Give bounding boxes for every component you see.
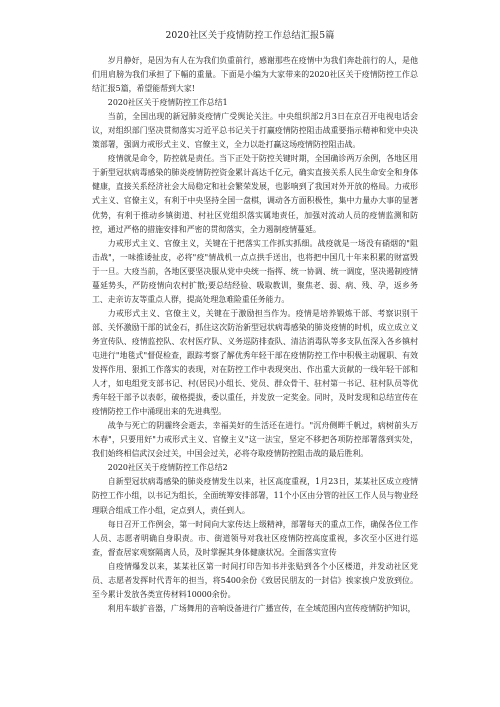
body-paragraph: 利用车载扩音器，广场舞用的音响设备进行广播宣传，在全域范围内宣传疫情防护知识， xyxy=(107,603,416,613)
body-paragraph: 每日召开工作例会，第一时间向大家传达上级精神，部署每天的重点工作，确保各位工作人员、志愿者明确自身职责。市、街道领导对我社区疫情防控高度重视，多次至小区进行巡查，督查居家观察隔离人员，及时掌握其身体健康状况。全面落实宣传 xyxy=(92,519,418,557)
body-paragraph: 力戒形式主义、官僚主义，关键在于把落实工作抓实抓细。战疫就是一场没有硝烟的"阻击战"，一味推诿扯皮，必将"疫"情战机一点点拱手送出，也将把中国几十年来积累的财富毁于一旦。大疫当前，各地区要坚决服从党中央统一指挥、统一协调、统一调度，坚决遏制疫情蔓延势头，严防疫情向农村扩散;要总结经验、吸取教训，聚焦老、弱、病、残、孕，返乡务工、走亲访友等重点人群，提高处理急难险重任务能力。 xyxy=(92,238,418,304)
document-title: 2020社区关于疫情防控工作总结汇报5篇 xyxy=(165,30,335,41)
body-paragraph: 当前，全国出现的新冠肺炎疫情广受舆论关注。中央组织部2月3日在京召开电视电话会议，对组织部门坚决贯彻落实习近平总书记关于打赢疫情防控阻击战重要指示精神和党中央决策部署，强调力戒形式主义、官僚主义，全力以赴打赢这场疫情防控阻击战。 xyxy=(92,112,418,150)
document-body xyxy=(92,54,418,616)
body-paragraph: 力戒形式主义、官僚主义，关键在于激励担当作为。疫情是培养锻炼干部、考察识别干部、关怀激励干部的试金石，抓住这次防治新型冠状病毒感染的肺炎疫情的时机，成立成立义务宣传队、疫情监控队、农村医疗队、义务巡防排查队、清洁消毒队等多支队伍深入各乡镇村屯进行"地毯式"督促检查，跟踪考察了解优秀年轻干部在疫情防控工作中积极主动履职、有效发挥作用、狠抓工作落实的表现，对在防控工作中表现突出、作出重大贡献的一线年轻干部和人才，如电组党支部书记、村(居民)小组长、党员、群众骨干、驻村第一书记、驻村队员等优秀年轻干部予以表彰，破格提拔，委以重任，并发放一定奖金。同时，及时发现和总结宣传在疫情防控工作中涌现出来的先进典型。 xyxy=(92,308,418,417)
body-paragraph: 疫情就是命令，防控就是责任。当下正处于防控关键时期，全国确诊两万余例，各地区用于新型冠状病毒感染的肺炎疫情防控资金累计高达千亿元，确实直接关系人民生命安全和身体健康，直接关系经济社会大局稳定和社会繁荣发展，也影响到了我国对外开放的格局。力戒形式主义、官僚主义，有利于中央坚持全国一盘棋，调动各方面积极性，集中力量办大事的显著优势，有利于推动乡镇街道、村社区党组织落实属地责任，加强对流动人员的疫情监测和防控，通过严格的措施安排和严密的贯彻落实，全力遏制疫情蔓延。 xyxy=(92,154,418,234)
intro-paragraph: 岁月静好，是因为有人在为我们负重前行，感谢那些在疫情中为我们奔赴前行的人，是他们用肩膀为我们承担了下幅的重量。下面是小编为大家带来的2020社区关于疫情防控工作总结汇报5篇，希望能帮到大家! xyxy=(92,56,418,94)
section-heading-1: 2020社区关于疫情防控工作总结1 xyxy=(107,98,228,108)
body-paragraph: 自新型冠状病毒感染的肺炎疫情发生以来，社区高度重视，1月23日，某某社区成立疫情防控工作小组，以书记为组长，全面统筹安排部署，11个小区由分管的社区工作人员与物业经理联合组成工作小组，定点到人，责任到人。 xyxy=(92,477,418,515)
body-paragraph: 自疫情爆发以来，某某社区第一时间打印告知书并张贴到各个小区楼道，并发动社区党员、志愿者发挥时代青年的担当，将5400余份《致居民朋友的一封信》挨家挨户发放到位。至今累计发放各类宣传材料10000余份。 xyxy=(92,561,418,599)
section-heading-2: 2020社区关于疫情防控工作总结2 xyxy=(107,463,228,473)
body-paragraph: 战争与死亡的阴霾终会逝去，幸福美好的生活还在进行。"沉舟侧畔千帆过，病树前头万木春"，只要用好"力戒形式主义、官僚主义"这一法宝，坚定不移把各项防控部署落到实处，我们始终相信武汉会过关，中国会过关，必将夺取疫情防控阻击战的最后胜利。 xyxy=(92,421,418,459)
